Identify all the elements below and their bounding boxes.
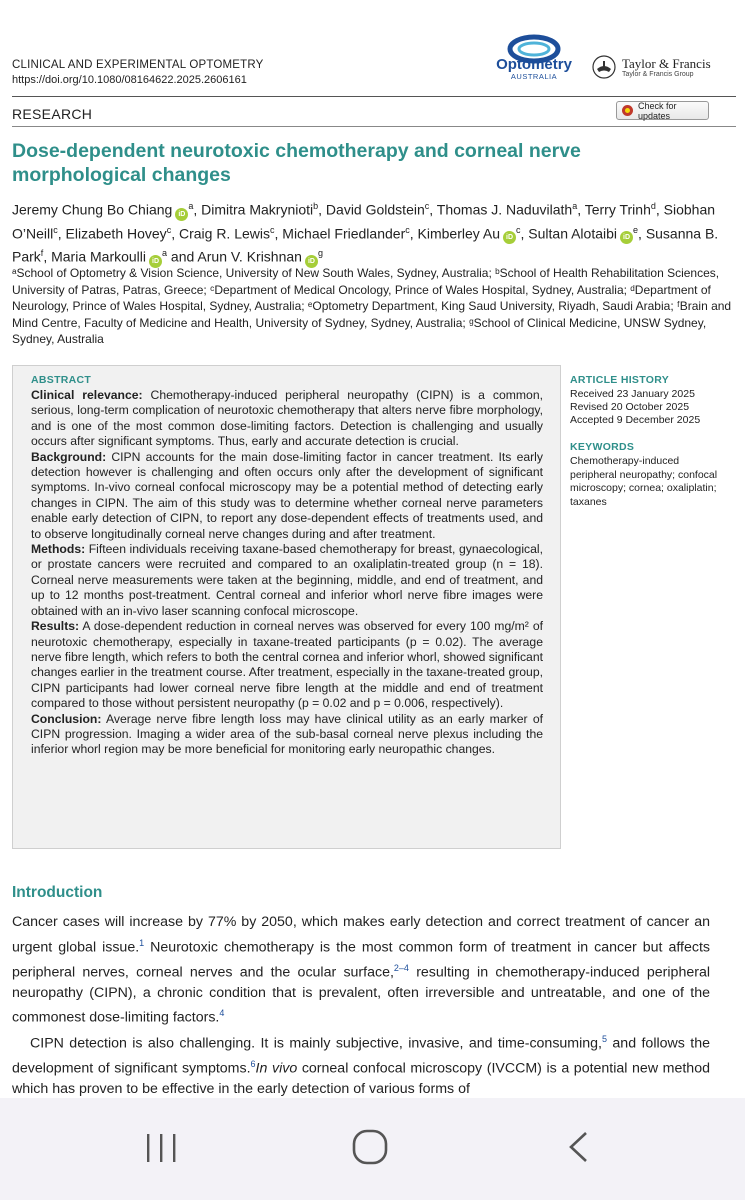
author-name[interactable]: David Goldstein	[325, 201, 425, 218]
orcid-icon[interactable]: iD	[305, 255, 318, 268]
orcid-icon[interactable]: iD	[175, 208, 188, 221]
author-affiliation-mark: b	[313, 201, 319, 211]
author-affiliation-mark: a	[162, 248, 168, 259]
home-icon[interactable]	[351, 1128, 389, 1166]
author-name[interactable]: Siobhan O’Neill	[12, 201, 716, 242]
author-name[interactable]: Elizabeth Hovey	[65, 225, 167, 242]
author-name[interactable]: Arun V. Krishnan	[197, 248, 302, 265]
recent-apps-icon[interactable]	[145, 1132, 177, 1164]
publisher-name: Taylor & Francis	[622, 56, 711, 71]
history-accepted: Accepted 9 December 2025	[570, 414, 701, 426]
abstract-section-text: Chemotherapy-induced peripheral neuropathy (CIPN) is a common, serious, long-term complication of neurotoxic chemotherapy that alters nerve fibre morphology, and is one of the most common dose-limiting factors. Detection is challenging and usually occurs after significant symptoms. Thus, early and accurate detection is crucial.	[31, 388, 543, 449]
abstract-section-label: Conclusion:	[31, 711, 102, 726]
author-list: Jeremy Chung Bo Chiang $iD^a$, Dimitra Makrynioti$^b$, David Goldstein$^c$, Thomas J. Naduvilath$^a$, Terry Trinh$^d$, Siobhan O’Neill$^c$, Elizabeth Hovey$^c$, Craig R. Lewis$^c$, Michael Friedlander$^c$, Kimberley Au $iD^c$, Sultan Alotaibi $iD^e$, Susanna B. Park$^f$, Maria Markoulli $iD^a$ and Arun V. Krishnan $iD^g$	[12, 197, 732, 268]
author-name[interactable]: Susanna B. Park	[12, 225, 719, 265]
crossmark-icon	[622, 105, 633, 116]
abstract-heading: ABSTRACT	[31, 374, 92, 386]
introduction-heading: Introduction	[12, 884, 103, 901]
optometry-logo-text: Optometry	[496, 56, 572, 73]
abstract-section	[31, 388, 543, 450]
publisher-group: Taylor & Francis Group	[622, 71, 694, 78]
abstract-section-label: Background:	[31, 449, 107, 464]
orcid-icon[interactable]: iD	[503, 231, 516, 244]
abstract-section	[31, 619, 543, 711]
author-affiliation-mark: f	[40, 248, 44, 259]
abstract-section	[31, 542, 543, 619]
citation-link[interactable]: 1	[139, 937, 145, 948]
back-icon[interactable]	[566, 1130, 590, 1164]
article-title: Dose-dependent neurotoxic chemotherapy and corneal nerve morphological changes	[12, 140, 581, 186]
abstract-section-label: Methods:	[31, 542, 86, 557]
header-divider	[12, 96, 736, 97]
abstract-section-text: CIPN accounts for the main dose-limiting factor in cancer treatment. Its early detection however is challenging and often occurs only after the development of significant symptoms. In-vivo corneal confocal microscopy may be a potential method of detecting early changes in CIPN. The aim of this study was to determine whether corneal nerve parameters enable early detection of CIPN, to report any dose-dependent effects of treatments used, and to observe longitudinally corneal nerve changes during and after treatment.	[31, 449, 543, 541]
author-name[interactable]: Jeremy Chung Bo Chiang	[12, 201, 173, 218]
keywords-text: Chemotherapy-induced peripheral neuropathy; confocal microscopy; cornea; oxaliplatin; taxanes	[570, 455, 718, 508]
citation-link[interactable]: 6	[250, 1058, 256, 1069]
orcid-icon[interactable]: iD	[149, 255, 162, 268]
affiliations: ᵃSchool of Optometry & Vision Science, University of New South Wales, Sydney, Australia; ᵇSchool of Health Rehabilitation Sciences, University of Patras, Patras, Greece; ᶜDepartment of Medical Oncology, Prince of Wales Hospital, Sydney, Australia; ᵈDepartment of Neurology, Prince of Wales Hospital, Sydney, Australia; ᵉOptometry Department, King Saud University, Riyadh, Saudi Arabia; ᶠBrain and Mind Centre, Faculty of Medicine and Health, University of Sydney, Sydney, Australia; ᵍSchool of Clinical Medicine, UNSW Sydney, Sydney, Australia	[12, 266, 732, 346]
body-text: Neurotoxic chemotherapy is the most common form of treatment in cancer but affects peripheral nerves, corneal nerves and the ocular surface,	[12, 939, 710, 981]
section-divider	[12, 126, 736, 127]
abstract-section	[31, 712, 543, 758]
body-text: resulting in chemotherapy-induced peripheral neuropathy (CIPN), a chronic condition that is prevalent, often irreversible and untreatable, and one of the commonest dose-limiting factors.	[12, 964, 710, 1027]
author-affiliation-mark: c	[405, 224, 410, 235]
abstract-section-label: Results:	[31, 619, 80, 634]
author-affiliation-mark: c	[270, 224, 275, 235]
author-affiliation-mark: d	[650, 201, 656, 211]
orcid-icon[interactable]: iD	[620, 231, 633, 244]
author-affiliation-mark: c	[53, 224, 58, 235]
body-text: Cancer cases will increase by 77% by 2050, which makes early detection and correct treatment of cancer an urgent global issue.	[12, 914, 710, 956]
author-name[interactable]: Michael Friedlander	[282, 225, 406, 242]
author-affiliation-mark: g	[317, 248, 323, 259]
author-name[interactable]: Maria Markoulli	[51, 248, 147, 265]
history-revised: Revised 20 October 2025	[570, 401, 690, 413]
body-text: corneal confocal microscopy (IVCCM) is a potential new method which has proven to be effective in the early detection of various forms of	[12, 1060, 710, 1098]
introduction-body	[12, 912, 710, 1100]
article-history-heading: ARTICLE HISTORY	[570, 374, 670, 386]
citation-link[interactable]: 2–4	[393, 962, 409, 973]
doi-link[interactable]: https://doi.org/10.1080/08164622.2025.2606161	[12, 74, 247, 86]
author-affiliation-mark: c	[166, 224, 172, 235]
author-affiliation-mark: e	[633, 224, 639, 235]
history-received: Received 23 January 2025	[570, 388, 695, 400]
author-name[interactable]: Craig R. Lewis	[178, 225, 270, 242]
check-updates-label: Check for updates	[638, 100, 677, 121]
body-text: CIPN detection is also challenging. It is mainly subjective, invasive, and time-consuming,	[30, 1035, 602, 1052]
author-name[interactable]: Kimberley Au	[417, 225, 500, 242]
section-label: RESEARCH	[12, 106, 93, 122]
author-name[interactable]: Terry Trinh	[584, 201, 651, 218]
journal-name: CLINICAL AND EXPERIMENTAL OPTOMETRY	[12, 59, 264, 71]
optometry-logo-sub: AUSTRALIA	[510, 72, 558, 81]
citation-link[interactable]: 4	[219, 1008, 225, 1019]
check-updates-button[interactable]	[616, 101, 709, 120]
author-affiliation-mark: a	[188, 201, 194, 211]
keywords-heading: KEYWORDS	[570, 441, 635, 453]
intro-paragraph-1	[12, 912, 710, 1029]
citation-link[interactable]: 5	[602, 1033, 608, 1044]
author-affiliation-mark: c	[424, 201, 430, 211]
abstract-text	[31, 388, 543, 758]
abstract-section-text: Average nerve fibre length loss may have clinical utility as an early marker of CIPN progression. Imaging a wider area of the sub-basal corneal nerve plexus including the inferior whorl region may be more beneficial for monitoring early neuropathic changes.	[31, 711, 543, 757]
author-name[interactable]: Thomas J. Naduvilath	[436, 201, 573, 218]
author-name[interactable]: Dimitra Makrynioti	[201, 201, 314, 218]
author-affiliation-mark: a	[572, 201, 578, 211]
italic-text: In vivo	[255, 1060, 298, 1077]
abstract-section	[31, 450, 543, 542]
abstract-section-text: A dose-dependent reduction in corneal nerves was observed for every 100 mg/m² of neurotoxic chemotherapy, especially in taxane-treated participants (p = 0.02). The average nerve fibre length, which refers to both the central cornea and inferior whorl, showed significant changes earlier in the treatment course. After treatment, especially in the taxane-treated group, CIPN participants had lower corneal nerve fibre length at the middle and end of treatment compared to those without persistent neuropathy (p = 0.02 and p = 0.006, respectively).	[31, 619, 543, 711]
taylor-francis-logo-icon	[592, 55, 616, 79]
author-name[interactable]: Sultan Alotaibi	[528, 225, 618, 242]
intro-paragraph-2	[12, 1029, 710, 1100]
abstract-section-label: Clinical relevance:	[31, 388, 143, 402]
body-text: and follows the development of significant symptoms.	[12, 1035, 710, 1077]
abstract-section-text: Fifteen individuals receiving taxane-based chemotherapy for breast, gynaecological, or prostate cancers were recruited and compared to an oxaliplatin-treated group (n = 18). Corneal nerve measurements were taken at the beginning, middle, and end of treatment, and up to 12 months post-treatment. Central corneal and inferior whorl nerve fibre images were obtained with an in-vivo laser scanning confocal microscope.	[31, 542, 543, 618]
author-affiliation-mark: c	[516, 224, 521, 235]
